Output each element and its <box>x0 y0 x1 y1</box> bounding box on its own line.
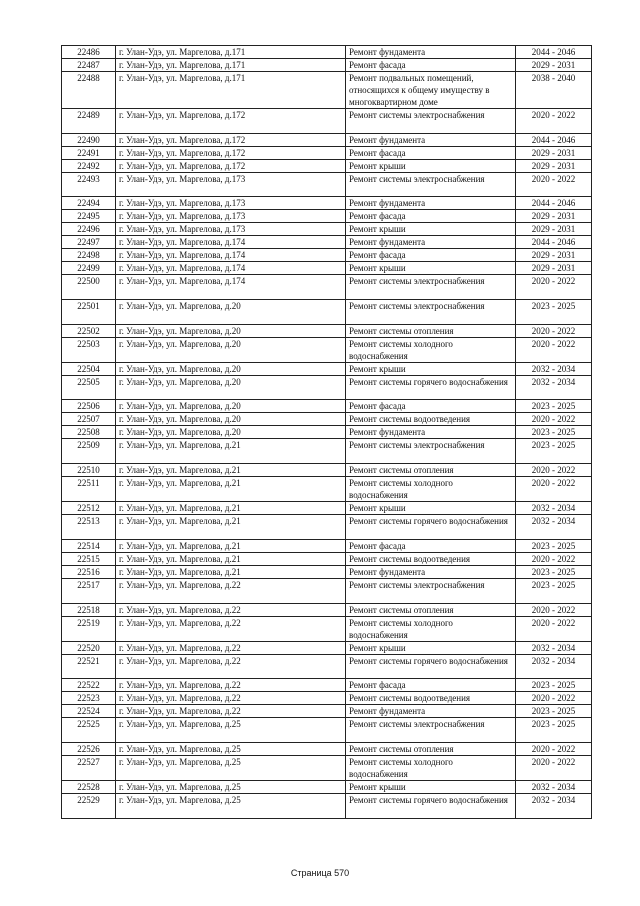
row-work-type: Ремонт системы электроснабжения <box>346 718 516 743</box>
row-address: г. Улан-Удэ, ул. Маргелова, д.25 <box>116 755 346 780</box>
row-number: 22529 <box>62 793 116 818</box>
table-row <box>62 477 592 502</box>
row-number: 22486 <box>62 46 116 59</box>
row-work-type: Ремонт системы холодного водоснабжения <box>346 477 516 502</box>
row-work-type: Ремонт системы электроснабжения <box>346 275 516 300</box>
row-work-type: Ремонт фасада <box>346 210 516 223</box>
row-address: г. Улан-Удэ, ул. Маргелова, д.173 <box>116 223 346 236</box>
row-work-type: Ремонт фасада <box>346 539 516 552</box>
table-row <box>62 210 592 223</box>
row-work-type: Ремонт крыши <box>346 641 516 654</box>
row-number: 22523 <box>62 692 116 705</box>
row-number: 22509 <box>62 439 116 464</box>
row-period: 2032 - 2034 <box>516 793 592 818</box>
row-period: 2023 - 2025 <box>516 578 592 603</box>
row-work-type: Ремонт крыши <box>346 362 516 375</box>
row-address: г. Улан-Удэ, ул. Маргелова, д.22 <box>116 641 346 654</box>
table-row <box>62 236 592 249</box>
row-number: 22503 <box>62 337 116 362</box>
row-work-type: Ремонт системы холодного водоснабжения <box>346 616 516 641</box>
row-address: г. Улан-Удэ, ул. Маргелова, д.22 <box>116 603 346 616</box>
row-work-type: Ремонт системы электроснабжения <box>346 578 516 603</box>
row-period: 2032 - 2034 <box>516 780 592 793</box>
row-number: 22518 <box>62 603 116 616</box>
table-row <box>62 337 592 362</box>
table-row <box>62 262 592 275</box>
row-address: г. Улан-Удэ, ул. Маргелова, д.174 <box>116 262 346 275</box>
row-work-type: Ремонт фундамента <box>346 46 516 59</box>
row-work-type: Ремонт фасада <box>346 679 516 692</box>
row-address: г. Улан-Удэ, ул. Маргелова, д.174 <box>116 249 346 262</box>
row-work-type: Ремонт системы отопления <box>346 464 516 477</box>
row-number: 22494 <box>62 197 116 210</box>
row-work-type: Ремонт системы горячего водоснабжения <box>346 515 516 540</box>
row-address: г. Улан-Удэ, ул. Маргелова, д.22 <box>116 679 346 692</box>
table-row <box>62 362 592 375</box>
row-period: 2023 - 2025 <box>516 539 592 552</box>
repair-schedule-table <box>61 45 592 819</box>
table-row <box>62 223 592 236</box>
row-address: г. Улан-Удэ, ул. Маргелова, д.174 <box>116 236 346 249</box>
row-number: 22514 <box>62 539 116 552</box>
row-number: 22513 <box>62 515 116 540</box>
row-period: 2032 - 2034 <box>516 502 592 515</box>
row-number: 22520 <box>62 641 116 654</box>
row-number: 22517 <box>62 578 116 603</box>
row-work-type: Ремонт системы электроснабжения <box>346 109 516 134</box>
row-work-type: Ремонт фасада <box>346 146 516 159</box>
row-address: г. Улан-Удэ, ул. Маргелова, д.174 <box>116 275 346 300</box>
row-work-type: Ремонт крыши <box>346 159 516 172</box>
table-row <box>62 275 592 300</box>
row-number: 22526 <box>62 742 116 755</box>
row-number: 22496 <box>62 223 116 236</box>
row-work-type: Ремонт системы горячего водоснабжения <box>346 793 516 818</box>
row-number: 22527 <box>62 755 116 780</box>
row-number: 22512 <box>62 502 116 515</box>
row-number: 22528 <box>62 780 116 793</box>
row-number: 22521 <box>62 654 116 679</box>
row-period: 2032 - 2034 <box>516 362 592 375</box>
table-row <box>62 755 592 780</box>
row-period: 2023 - 2025 <box>516 705 592 718</box>
row-address: г. Улан-Удэ, ул. Маргелова, д.172 <box>116 109 346 134</box>
row-address: г. Улан-Удэ, ул. Маргелова, д.20 <box>116 375 346 400</box>
table-row <box>62 172 592 197</box>
row-period: 2020 - 2022 <box>516 552 592 565</box>
table-row <box>62 718 592 743</box>
row-number: 22497 <box>62 236 116 249</box>
row-work-type: Ремонт системы холодного водоснабжения <box>346 755 516 780</box>
row-period: 2023 - 2025 <box>516 300 592 325</box>
row-number: 22495 <box>62 210 116 223</box>
table-row <box>62 59 592 72</box>
row-address: г. Улан-Удэ, ул. Маргелова, д.171 <box>116 72 346 109</box>
row-work-type: Ремонт системы водоотведения <box>346 692 516 705</box>
row-number: 22511 <box>62 477 116 502</box>
table-row <box>62 641 592 654</box>
row-work-type: Ремонт системы электроснабжения <box>346 439 516 464</box>
row-period: 2020 - 2022 <box>516 692 592 705</box>
table-row <box>62 502 592 515</box>
row-period: 2032 - 2034 <box>516 375 592 400</box>
row-work-type: Ремонт фундамента <box>346 565 516 578</box>
table-row <box>62 679 592 692</box>
row-number: 22506 <box>62 400 116 413</box>
table-row <box>62 324 592 337</box>
table-row <box>62 565 592 578</box>
row-period: 2032 - 2034 <box>516 641 592 654</box>
row-address: г. Улан-Удэ, ул. Маргелова, д.21 <box>116 565 346 578</box>
row-work-type: Ремонт крыши <box>346 780 516 793</box>
row-period: 2020 - 2022 <box>516 324 592 337</box>
row-number: 22501 <box>62 300 116 325</box>
row-period: 2020 - 2022 <box>516 616 592 641</box>
row-work-type: Ремонт крыши <box>346 223 516 236</box>
table-row <box>62 654 592 679</box>
table-row <box>62 46 592 59</box>
table-row <box>62 793 592 818</box>
row-number: 22499 <box>62 262 116 275</box>
row-number: 22522 <box>62 679 116 692</box>
row-address: г. Улан-Удэ, ул. Маргелова, д.171 <box>116 59 346 72</box>
table-body <box>62 46 592 819</box>
row-period: 2032 - 2034 <box>516 654 592 679</box>
row-number: 22492 <box>62 159 116 172</box>
row-period: 2023 - 2025 <box>516 679 592 692</box>
row-address: г. Улан-Удэ, ул. Маргелова, д.20 <box>116 362 346 375</box>
row-work-type: Ремонт системы холодного водоснабжения <box>346 337 516 362</box>
row-address: г. Улан-Удэ, ул. Маргелова, д.22 <box>116 616 346 641</box>
row-address: г. Улан-Удэ, ул. Маргелова, д.25 <box>116 793 346 818</box>
row-period: 2020 - 2022 <box>516 755 592 780</box>
row-address: г. Улан-Удэ, ул. Маргелова, д.22 <box>116 705 346 718</box>
row-period: 2023 - 2025 <box>516 426 592 439</box>
row-period: 2044 - 2046 <box>516 133 592 146</box>
row-number: 22507 <box>62 413 116 426</box>
row-address: г. Улан-Удэ, ул. Маргелова, д.172 <box>116 159 346 172</box>
row-number: 22525 <box>62 718 116 743</box>
table-row <box>62 159 592 172</box>
table-row <box>62 552 592 565</box>
row-address: г. Улан-Удэ, ул. Маргелова, д.173 <box>116 197 346 210</box>
table-row <box>62 109 592 134</box>
row-number: 22508 <box>62 426 116 439</box>
row-period: 2044 - 2046 <box>516 46 592 59</box>
row-work-type: Ремонт системы отопления <box>346 742 516 755</box>
row-work-type: Ремонт крыши <box>346 262 516 275</box>
row-address: г. Улан-Удэ, ул. Маргелова, д.22 <box>116 578 346 603</box>
row-address: г. Улан-Удэ, ул. Маргелова, д.21 <box>116 439 346 464</box>
row-work-type: Ремонт системы горячего водоснабжения <box>346 654 516 679</box>
row-address: г. Улан-Удэ, ул. Маргелова, д.20 <box>116 324 346 337</box>
table-row <box>62 197 592 210</box>
row-address: г. Улан-Удэ, ул. Маргелова, д.173 <box>116 172 346 197</box>
row-period: 2020 - 2022 <box>516 172 592 197</box>
row-period: 2020 - 2022 <box>516 603 592 616</box>
row-address: г. Улан-Удэ, ул. Маргелова, д.21 <box>116 552 346 565</box>
row-period: 2020 - 2022 <box>516 477 592 502</box>
row-number: 22515 <box>62 552 116 565</box>
table-row <box>62 300 592 325</box>
row-work-type: Ремонт фасада <box>346 400 516 413</box>
table-row <box>62 400 592 413</box>
row-work-type: Ремонт системы водоотведения <box>346 413 516 426</box>
table-row <box>62 515 592 540</box>
row-period: 2044 - 2046 <box>516 197 592 210</box>
row-period: 2023 - 2025 <box>516 565 592 578</box>
row-number: 22516 <box>62 565 116 578</box>
row-number: 22489 <box>62 109 116 134</box>
table-row <box>62 464 592 477</box>
row-period: 2023 - 2025 <box>516 439 592 464</box>
row-period: 2032 - 2034 <box>516 515 592 540</box>
row-address: г. Улан-Удэ, ул. Маргелова, д.20 <box>116 337 346 362</box>
row-address: г. Улан-Удэ, ул. Маргелова, д.21 <box>116 539 346 552</box>
row-work-type: Ремонт фасада <box>346 249 516 262</box>
row-period: 2029 - 2031 <box>516 223 592 236</box>
row-period: 2029 - 2031 <box>516 159 592 172</box>
row-address: г. Улан-Удэ, ул. Маргелова, д.25 <box>116 718 346 743</box>
row-address: г. Улан-Удэ, ул. Маргелова, д.21 <box>116 502 346 515</box>
row-address: г. Улан-Удэ, ул. Маргелова, д.171 <box>116 46 346 59</box>
row-work-type: Ремонт крыши <box>346 502 516 515</box>
row-work-type: Ремонт системы отопления <box>346 603 516 616</box>
row-period: 2029 - 2031 <box>516 262 592 275</box>
row-address: г. Улан-Удэ, ул. Маргелова, д.25 <box>116 742 346 755</box>
row-period: 2020 - 2022 <box>516 464 592 477</box>
row-work-type: Ремонт системы отопления <box>346 324 516 337</box>
row-address: г. Улан-Удэ, ул. Маргелова, д.20 <box>116 426 346 439</box>
row-address: г. Улан-Удэ, ул. Маргелова, д.21 <box>116 464 346 477</box>
row-address: г. Улан-Удэ, ул. Маргелова, д.21 <box>116 477 346 502</box>
table-row <box>62 692 592 705</box>
row-period: 2020 - 2022 <box>516 413 592 426</box>
table-row <box>62 780 592 793</box>
row-period: 2020 - 2022 <box>516 337 592 362</box>
row-work-type: Ремонт системы горячего водоснабжения <box>346 375 516 400</box>
row-period: 2029 - 2031 <box>516 249 592 262</box>
table-row <box>62 146 592 159</box>
row-number: 22491 <box>62 146 116 159</box>
row-number: 22487 <box>62 59 116 72</box>
row-number: 22505 <box>62 375 116 400</box>
row-address: г. Улан-Удэ, ул. Маргелова, д.21 <box>116 515 346 540</box>
table-row <box>62 72 592 109</box>
row-number: 22510 <box>62 464 116 477</box>
row-address: г. Улан-Удэ, ул. Маргелова, д.172 <box>116 146 346 159</box>
table-row <box>62 578 592 603</box>
row-address: г. Улан-Удэ, ул. Маргелова, д.22 <box>116 692 346 705</box>
row-work-type: Ремонт фундамента <box>346 705 516 718</box>
row-work-type: Ремонт фасада <box>346 59 516 72</box>
row-number: 22504 <box>62 362 116 375</box>
row-address: г. Улан-Удэ, ул. Маргелова, д.20 <box>116 413 346 426</box>
table-row <box>62 603 592 616</box>
table-row <box>62 742 592 755</box>
table-row <box>62 439 592 464</box>
table-row <box>62 705 592 718</box>
row-work-type: Ремонт фундамента <box>346 236 516 249</box>
row-work-type: Ремонт фундамента <box>346 197 516 210</box>
row-number: 22493 <box>62 172 116 197</box>
table-row <box>62 249 592 262</box>
row-work-type: Ремонт системы электроснабжения <box>346 300 516 325</box>
row-number: 22502 <box>62 324 116 337</box>
row-address: г. Улан-Удэ, ул. Маргелова, д.172 <box>116 133 346 146</box>
row-address: г. Улан-Удэ, ул. Маргелова, д.22 <box>116 654 346 679</box>
table-row <box>62 426 592 439</box>
row-number: 22498 <box>62 249 116 262</box>
row-number: 22490 <box>62 133 116 146</box>
row-period: 2038 - 2040 <box>516 72 592 109</box>
row-number: 22524 <box>62 705 116 718</box>
row-number: 22500 <box>62 275 116 300</box>
row-address: г. Улан-Удэ, ул. Маргелова, д.173 <box>116 210 346 223</box>
row-period: 2023 - 2025 <box>516 400 592 413</box>
row-period: 2029 - 2031 <box>516 146 592 159</box>
row-work-type: Ремонт системы электроснабжения <box>346 172 516 197</box>
row-period: 2044 - 2046 <box>516 236 592 249</box>
row-work-type: Ремонт фундамента <box>346 133 516 146</box>
table-row <box>62 413 592 426</box>
table-row <box>62 375 592 400</box>
row-address: г. Улан-Удэ, ул. Маргелова, д.25 <box>116 780 346 793</box>
row-work-type: Ремонт подвальных помещений, относящихся к общему имуществу в многоквартирном доме <box>346 72 516 109</box>
table-row <box>62 133 592 146</box>
page-number: Страница 570 <box>290 868 350 878</box>
table-row <box>62 616 592 641</box>
row-number: 22519 <box>62 616 116 641</box>
row-period: 2029 - 2031 <box>516 59 592 72</box>
row-address: г. Улан-Удэ, ул. Маргелова, д.20 <box>116 300 346 325</box>
row-number: 22488 <box>62 72 116 109</box>
row-period: 2023 - 2025 <box>516 718 592 743</box>
row-work-type: Ремонт фундамента <box>346 426 516 439</box>
row-address: г. Улан-Удэ, ул. Маргелова, д.20 <box>116 400 346 413</box>
row-period: 2020 - 2022 <box>516 109 592 134</box>
row-work-type: Ремонт системы водоотведения <box>346 552 516 565</box>
table-row <box>62 539 592 552</box>
row-period: 2020 - 2022 <box>516 275 592 300</box>
row-period: 2029 - 2031 <box>516 210 592 223</box>
row-period: 2020 - 2022 <box>516 742 592 755</box>
